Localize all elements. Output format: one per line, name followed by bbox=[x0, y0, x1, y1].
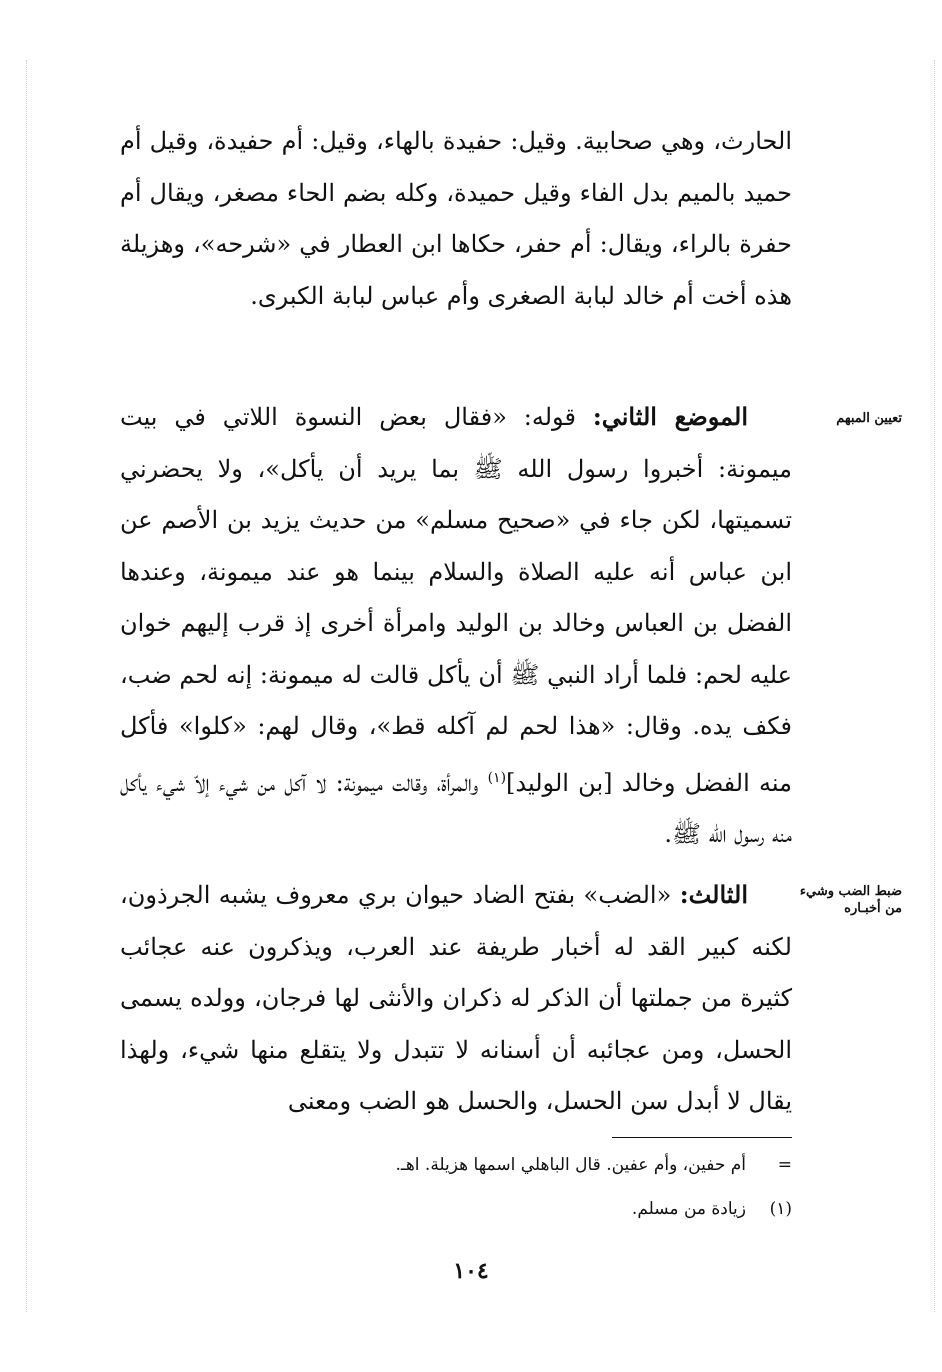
scan-dotted-line bbox=[934, 60, 935, 1312]
paragraph-body: قوله: «فقال بعض النسوة اللاتي في بيت ميمونة: أخبروا رسول الله ﷺ بما يريد أن يأكل»، ولا يحضرني تسميتها، لكن جاء في «صحيح مسلم» من حديث يزيد بن الأصم عن ابن عباس أنه عليه الصلاة والسلام بينما هو عند ميمونة، وعندها الفضل بن العباس وخالد بن الوليد وامرأة أخرى إذ قرب إليهم خوان عليه لحم: فلما أراد النبي ﷺ أن يأكل قالت له ميمونة: إنه لحم ضب، فكف يده. وقال: «هذا لحم لم آكله قط»، وقال لهم: «كلوا» فأكل منه الفضل وخالد [بن الوليد] bbox=[120, 403, 793, 797]
margin-note-identify-unnamed: تعيين المبهم bbox=[836, 411, 902, 426]
paragraph-third bbox=[120, 869, 792, 1128]
paragraph-second-position bbox=[120, 391, 792, 861]
footnote-text: زيادة من مسلم. bbox=[631, 1199, 746, 1219]
footnote-continued bbox=[112, 1152, 792, 1178]
paragraph-body: «الضب» بفتح الضاد حيوان بري معروف يشبه الجرذون، لكنه كبير القد له أخبار طريفة عند العرب، ويذكرون عنه عجائب كثيرة من جملتها أن الذكر له ذكران والأنثى لها فرجان، وولده يسمى الحسل، ومن عجائبه أن أسنانه لا تتبدل ولا يتقلع منها شيء، ولهذا يقال لا أبدل سن الحسل، والحسل هو الضب ومعنى bbox=[120, 881, 792, 1115]
section-lead-second-position: الموضع الثاني: bbox=[592, 402, 748, 431]
footnote-reference: (١) bbox=[487, 769, 507, 786]
footnote-mark: (١) bbox=[769, 1199, 792, 1219]
section-lead-third: الثالث: bbox=[679, 880, 748, 909]
footnote-text: أم حفين، وأم عفين. قال الباهلي اسمها هزيلة. اهـ. bbox=[395, 1155, 746, 1175]
page-number: ١٠٤ bbox=[453, 1258, 489, 1284]
margin-note-dabb-info: ضبط الضب وشيء من أخبـاره bbox=[799, 884, 902, 916]
footnote-mark: = bbox=[777, 1155, 792, 1175]
footnote-1 bbox=[112, 1196, 792, 1222]
footnote-separator bbox=[612, 1137, 792, 1138]
paragraph-continuation: الحارث، وهي صحابية. وقيل: حفيدة بالهاء، وقيل: أم حفيدة، وقيل أم حميد بالميم بدل الفاء وقيل حميدة، وكله بضم الحاء مصغر، ويقال أم حفرة بالراء، ويقال: أم حفر، حكاها ابن العطار في «شرحه»، وهزيلة هذه أخت أم خالد لبابة الصغرى وأم عباس لبابة الكبرى. bbox=[120, 127, 792, 310]
paragraph-tail: والمرأة، وقالت ميمونة: لا آكل من شيء إلاّ شيء يأكل منه رسول الله ﷺ. bbox=[120, 768, 792, 848]
scan-dotted-line bbox=[26, 60, 27, 1312]
